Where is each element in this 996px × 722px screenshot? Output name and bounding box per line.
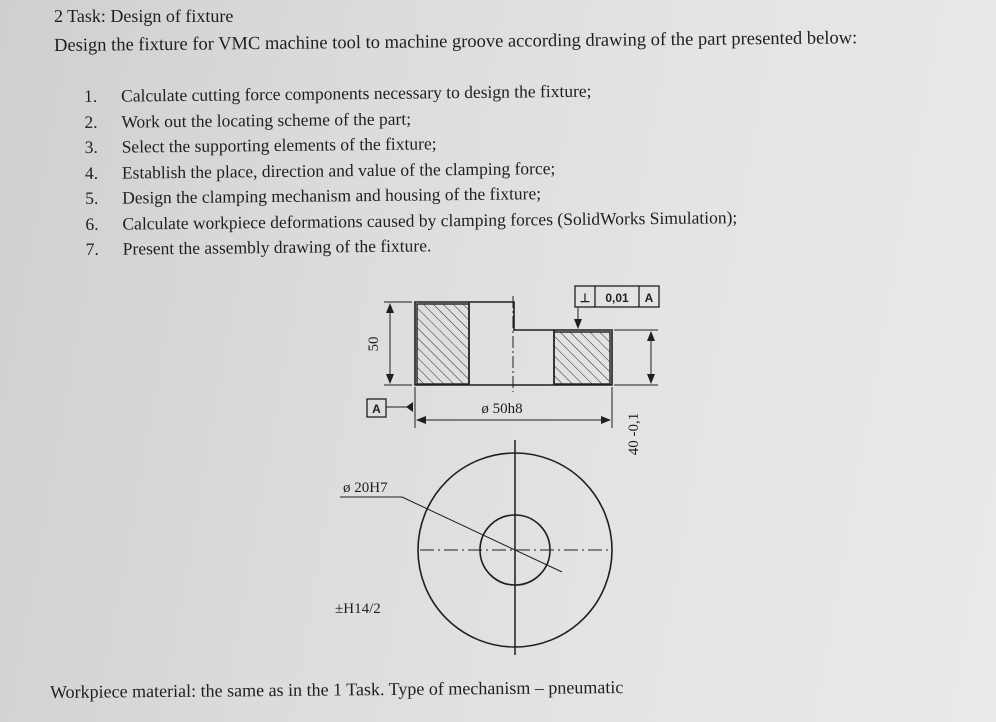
- tolerance-value: 0,01: [605, 291, 629, 305]
- footer-note: Workpiece material: the same as in the 1 Task. Type of mechanism – pneumatic: [50, 676, 624, 702]
- step-number: 1.: [84, 85, 98, 106]
- datum-a: [367, 399, 386, 417]
- task-intro: Design the fixture for VMC machine tool to machine groove according drawing of the part presented below:: [54, 28, 858, 56]
- task-title: 2 Task: Design of fixture: [54, 6, 234, 26]
- groove-tolerance: ±H14/2: [335, 601, 381, 617]
- perpendicularity-frame: [575, 286, 659, 307]
- step-number: 2.: [84, 111, 98, 132]
- step-number: 6.: [85, 213, 99, 234]
- step-text: Work out the locating scheme of the part;: [121, 108, 412, 132]
- step-number: 4.: [84, 162, 99, 183]
- bore-dimension: ø 20H7: [343, 480, 388, 496]
- datum-label: A: [372, 402, 381, 416]
- step-number: 3.: [84, 136, 98, 157]
- step-text: Establish the place, direction and value of the clamping force;: [121, 157, 556, 183]
- tolerance-datum: A: [644, 291, 654, 305]
- step-text: Design the clamping mechanism and housing of the fixture;: [122, 183, 542, 208]
- perpendicularity-icon: ⊥: [579, 291, 591, 305]
- step-text: Calculate workpiece deformations caused by clamping forces (SolidWorks Simulation);: [122, 206, 738, 234]
- step-number: 7.: [85, 238, 99, 259]
- step-text: Select the supporting elements of the fixture;: [121, 133, 437, 157]
- height-dimension: 50: [366, 336, 382, 352]
- step-text: Calculate cutting force components necessary to design the fixture;: [120, 80, 592, 106]
- section-hatch-right: [554, 332, 610, 384]
- width-dimension: 40 -0,1: [626, 412, 642, 456]
- step-number: 5.: [85, 187, 99, 208]
- section-hatch-left: [417, 304, 469, 384]
- step-text: Present the assembly drawing of the fixture.: [122, 235, 432, 259]
- outer-diameter-dimension: ø 50h8: [481, 401, 523, 417]
